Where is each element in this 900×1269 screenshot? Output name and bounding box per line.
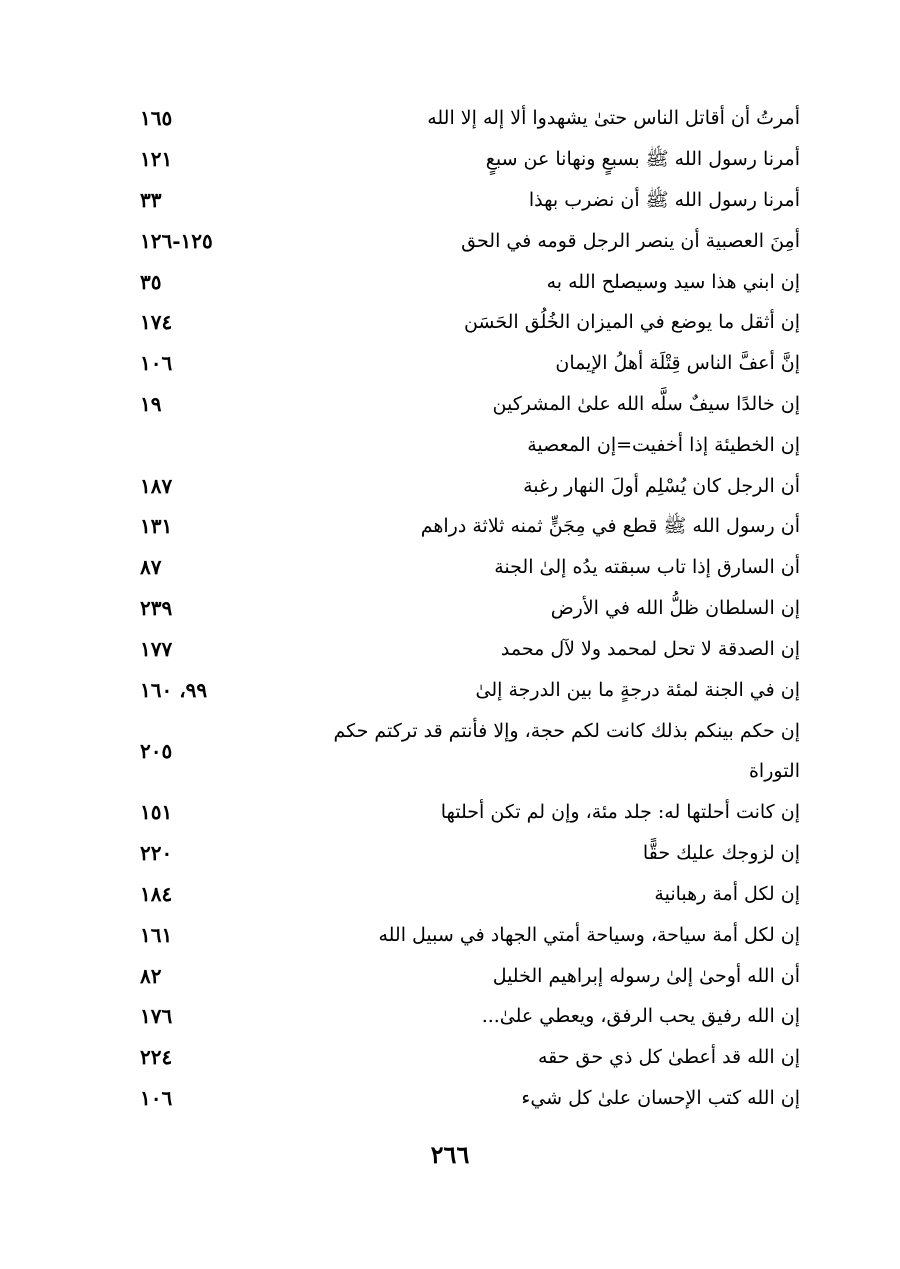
entry-text: أن رسول الله ﷺ قطع في مِجَنٍّ ثمنه ثلاثة دراهم — [420, 515, 800, 538]
entry-page-number: ١٣١ — [140, 514, 173, 539]
entry-text: إن الله رفيق يحب الرفق، ويعطي علىٰ... — [481, 1005, 800, 1028]
index-entry-cross-reference — [140, 424, 800, 465]
entry-text: إن حكم بينكم بذلك كانت لكم حجة، وإلا فأنتم قد تركتم حكم التوراة — [333, 719, 800, 782]
index-entry — [140, 1037, 800, 1078]
entry-page-number: ١٦٥ — [140, 106, 173, 131]
entry-text: إن أثقل ما يوضع في الميزان الخُلُق الحَسَن — [463, 311, 800, 334]
entry-text: إنَّ أعفَّ الناس قِتْلَة أهلُ الإيمان — [555, 352, 800, 375]
index-entry — [140, 669, 800, 710]
entry-page-number: ١٧٤ — [140, 310, 173, 335]
index-entry — [140, 139, 800, 180]
index-entry — [140, 343, 800, 384]
entry-text: أمرنا رسول الله ﷺ بسبعٍ ونهانا عن سبعٍ — [485, 148, 800, 171]
index-entry — [140, 710, 800, 792]
entry-text: إن الخطيئة إذا أخفيت=إن المعصية — [527, 433, 800, 456]
entry-text: إن الله كتب الإحسان علىٰ كل شيء — [521, 1086, 800, 1109]
entry-page-number: ١٧٦ — [140, 1004, 173, 1029]
index-entry — [140, 628, 800, 669]
entry-page-number: ٩٩، ١٦٠ — [140, 677, 208, 702]
entry-text: أن السارق إذا تاب سبقته يدُه إلىٰ الجنة — [494, 556, 800, 579]
index-entry — [140, 1078, 800, 1119]
entry-page-number: ٣٣ — [140, 187, 162, 212]
index-entry — [140, 792, 800, 833]
entry-text: إن الله قد أعطىٰ كل ذي حق حقه — [537, 1046, 800, 1069]
index-entry — [140, 547, 800, 588]
entry-page-number: ١٩ — [140, 391, 162, 416]
entry-text: إن كانت أحلتها له: جلد مئة، وإن لم تكن أحلتها — [440, 801, 800, 824]
entry-page-number: ١٥١ — [140, 800, 173, 825]
index-entry — [140, 98, 800, 139]
index-entry — [140, 506, 800, 547]
entry-text: أمِنَ العصبية أن ينصر الرجل قومه في الحق — [461, 229, 800, 252]
entry-text: إن السلطان ظلُّ الله في الأرض — [550, 596, 800, 619]
index-entry — [140, 261, 800, 302]
entry-text: أمرتُ أن أقاتل الناس حتىٰ يشهدوا ألا إله إلا الله — [427, 107, 800, 130]
entry-text: إن لزوجك عليك حقًّا — [642, 842, 800, 865]
hadith-index-list — [140, 98, 800, 1118]
index-entry — [140, 955, 800, 996]
entry-page-number: ٢٠٥ — [140, 738, 173, 763]
entry-page-number: ١٨٤ — [140, 881, 173, 906]
entry-page-number: ١٦١ — [140, 922, 173, 947]
entry-page-number: ١٠٦ — [140, 351, 173, 376]
entry-text: إن لكل أمة رهبانية — [654, 882, 800, 905]
index-entry — [140, 302, 800, 343]
page-number: ٢٦٦ — [430, 1140, 470, 1169]
entry-text: إن الصدقة لا تحل لمحمد ولا لآل محمد — [500, 637, 800, 660]
entry-page-number: ٨٢ — [140, 963, 162, 988]
index-entry — [140, 833, 800, 874]
entry-text: إن خالدًا سيفٌ سلَّه الله علىٰ المشركين — [492, 392, 800, 415]
index-entry — [140, 996, 800, 1037]
entry-text: إن لكل أمة سياحة، وسياحة أمتي الجهاد في سبيل الله — [378, 923, 800, 946]
index-entry — [140, 465, 800, 506]
entry-page-number: ٢٢٤ — [140, 1045, 173, 1070]
entry-page-number: ١٨٧ — [140, 473, 173, 498]
index-entry — [140, 384, 800, 425]
entry-text: أمرنا رسول الله ﷺ أن نضرب بهذا — [528, 188, 800, 211]
index-entry — [140, 914, 800, 955]
entry-text: إن في الجنة لمئة درجةٍ ما بين الدرجة إلىٰ — [475, 678, 800, 701]
entry-page-number: ١٧٧ — [140, 636, 173, 661]
entry-page-number: ٢٢٠ — [140, 841, 173, 866]
entry-text: إن ابني هذا سيد وسيصلح الله به — [546, 270, 800, 293]
index-entry — [140, 874, 800, 915]
index-entry — [140, 220, 800, 261]
index-entry — [140, 180, 800, 221]
entry-page-number: ١٢٥-١٢٦ — [140, 228, 213, 253]
entry-page-number: ٣٥ — [140, 269, 162, 294]
entry-text: أن الرجل كان يُسْلِم أولَ النهار رغبة — [523, 474, 800, 497]
entry-page-number: ٨٧ — [140, 555, 162, 580]
index-entry — [140, 588, 800, 629]
entry-page-number: ٢٣٩ — [140, 595, 173, 620]
entry-page-number: ١٠٦ — [140, 1085, 173, 1110]
entry-text: أن الله أوحىٰ إلىٰ رسوله إبراهيم الخليل — [492, 964, 800, 987]
entry-page-number: ١٢١ — [140, 147, 173, 172]
